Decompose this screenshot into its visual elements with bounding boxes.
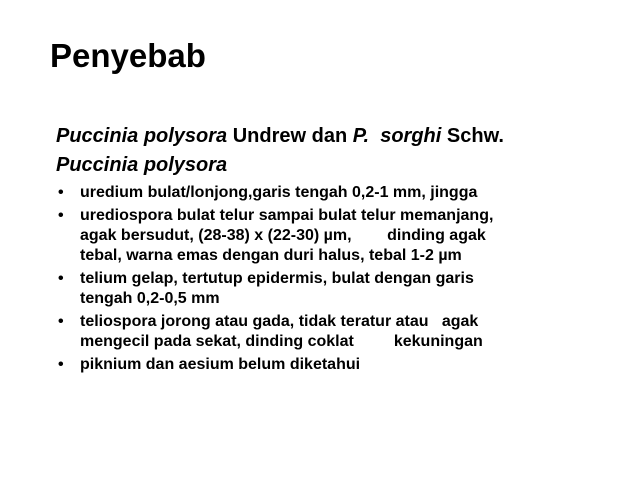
bullet-line: telium gelap, tertutup epidermis, bulat dengan garis <box>80 270 474 287</box>
bullet-line: uredium bulat/lonjong,garis tengah 0,2-1 mm, jingga <box>80 184 478 201</box>
bullet-dot-icon: • <box>58 313 64 330</box>
description-bullet-list <box>56 183 626 378</box>
bullet-dot-icon: • <box>58 184 64 201</box>
bullet-line: piknium dan aesium belum diketahui <box>80 356 361 373</box>
species-author-text: Undrew dan <box>227 125 353 147</box>
bullet-item <box>56 312 626 352</box>
species-heading <box>56 122 504 150</box>
bullet-item <box>56 183 626 203</box>
bullet-item <box>56 355 626 375</box>
species-name-italic: Puccinia polysora <box>56 125 228 147</box>
genus-abbrev-italic: P. <box>352 125 370 147</box>
bullet-item <box>56 206 626 266</box>
species-subheading <box>56 151 227 179</box>
species-author-text-2: Schw. <box>441 125 504 147</box>
bullet-line: tebal, warna emas dengan duri halus, tebal 1-2 µm <box>80 247 462 264</box>
bullet-line: agak bersudut, (28-38) x (22-30) µm, dinding agak <box>80 227 486 244</box>
slide-title: Penyebab <box>50 37 206 74</box>
species-subheading-italic: Puccinia polysora <box>56 154 228 176</box>
bullet-line: urediospora bulat telur sampai bulat telur memanjang, <box>80 207 494 224</box>
bullet-line: teliospora jorong atau gada, tidak teratur atau agak <box>80 313 479 330</box>
bullet-line: tengah 0,2-0,5 mm <box>80 290 220 307</box>
bullet-dot-icon: • <box>58 270 64 287</box>
spacer-text <box>369 125 380 147</box>
bullet-item <box>56 269 626 309</box>
bullet-line: mengecil pada sekat, dinding coklat kekuningan <box>80 333 483 350</box>
species-epithet-italic: sorghi <box>380 125 442 147</box>
bullet-dot-icon: • <box>58 207 64 224</box>
bullet-dot-icon: • <box>58 356 64 373</box>
